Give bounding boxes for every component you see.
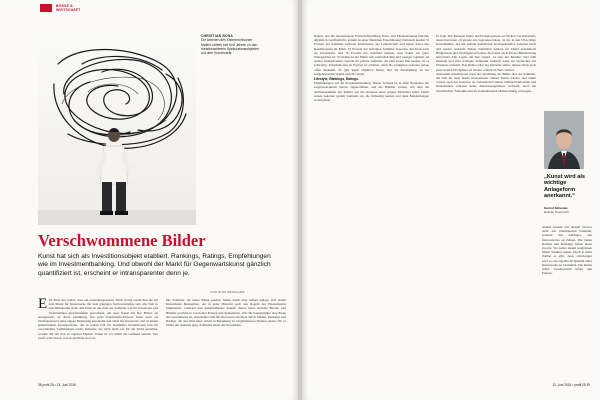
portrait-figure xyxy=(544,111,584,169)
column-5-text: Artikel besteht aus diesem Service nicht den traditionellen Sammler, sondern den Anfänger, den Interessierten an Zahlen. Die vielen Ratings und Rankings haben einen Zweck: Sie sollen einem komplexen Markt Struktur geben. Doch je mehr Zahlen es gibt, desto schwieriger wird es, die eigentliche Qualität eines Kunstwerks zu beurteilen. Die Kunst selbst verschwimmt hinter den Preisen. xyxy=(542,225,592,276)
column-4-text-2: Artkonsult Kunstberater nach der Verteilung der Bilder und der Sammler, die sich für neue Kunst interessieren. Dieser Markt wächst, und damit wächst auch das Interesse an verlässlichen Daten. Online-Plattformen und Datenbanken erfassen heute Auktionsergebnisse weltweit, doch die tatsächlichen Transaktionen im Galeriebereich bleiben häufig verborgen. xyxy=(436,71,536,93)
caption-text: Die Arbeiten des Österreichischen Malers zählen seit fünf Jahren zu den meistbeachteten Spekulationsobjekten auf dem Kunstmarkt. xyxy=(201,38,260,56)
column-3-text: Rupert, den die internationale Wirtschaftsprüfung Ernst- und Finanzberatung Deloitte alljährlich veröffentlicht, kommt zu einer ähnlichen Einschätzung: Demnach kaufen 72 Prozent der Sammler weltweit Kunstwerke aus Leidenschaft und haben dabei den Renditeaspekt im Blick. 53 Prozent der befragten Sammler bewerten den Kauf auch als Investment, und 76 Prozent der Sammler meinen, dass Kunst ein guter Wertspeicher ist. Trotzdem ist der Markt sehr undurchsichtig und weniger reguliert als andere Anlageformen. Gerade für private Sammler, die zum ersten Mal kaufen, ist es schwierig, Informationen zu Preisen zu erhalten, denn die wenigsten Galerien geben offen Auskunft. Es gibt kaum objektive Daten, und die Preisbildung ist bei zeitgenössischer Kunst extrem volatil. xyxy=(314,34,429,76)
pull-quote: „Kunst wird als wichtige Anlageform anerkannt.“ xyxy=(544,174,586,200)
rubric-line-1: BÖRSE & xyxy=(56,4,73,8)
column-2-text: Die Sammler, die heute Bilder kaufen, haben damit aber keinen Anlass, sich einem Kunstmarkt hinzugeben, der in jeder Hinsicht nach den Regeln des Finanzmarkts funktioniert. Galerien und Auktionshäuser kennen dieses Spiel, manche Berater und Händler profitieren von hohen Preisen und Spekulation. Was für Kunstkritiker eine Frage des Geschmacks ist, entscheidet sich für Investoren am Ende durch Zahlen, Rankings und Ratings, die den Wert einer Arbeit in Beziehung zu vergleichbaren Werken setzen. Wo es früher um Ästhetik ging, dominiert heute das Investment. xyxy=(166,298,286,328)
body-column-1 xyxy=(38,298,158,378)
rubric-line-2: WIRTSCHAFT xyxy=(56,8,81,12)
column-4-text: Er fragt. Der Manager hinter den Preisprognosen zu Werken von Künstlern, deren Karrieren oft gerade erst begonnen haben, ist der in den USA tätige Kunsthändler, der mit seinem Kunstfonds hochspekulative Arbeiten kauft und wieder verkauft. Neben Sammlern agieren im Markt zunehmend Hedgefonds und Vermögensverwalter, die Kunst als Portfolio-Beimischung betrachten. Die Logik, die hier regiert, ist eine der Rendite: Wer früh einsteigt und zum richtigen Zeitpunkt verkauft, kann ein Vielfaches des Einsatzes erzielen. Das Risiko trägt der Künstler selbst, dessen Werk nach einer kurzen Hochphase oft ebenso schnell an Wert verliert. xyxy=(436,34,536,72)
photo-caption xyxy=(201,34,263,55)
painting-and-figure xyxy=(38,34,196,225)
quote-source-name: Gernot Schuster, xyxy=(544,206,569,210)
section-rubric xyxy=(56,4,80,12)
body-column-4 xyxy=(436,34,536,377)
artist-photo xyxy=(38,34,196,225)
folio-left: 38 profil 25 • 13. Juni 2016 xyxy=(38,383,76,387)
folio-right: 13. Juni 2016 • profil 25 39 xyxy=(552,383,590,387)
body-column-2 xyxy=(166,298,286,378)
left-page xyxy=(0,0,298,400)
drop-cap: E xyxy=(38,298,48,312)
expert-portrait xyxy=(544,111,584,169)
body-column-5 xyxy=(542,225,592,377)
article-standfirst: Kunst hat sich als Investitionsobjekt etabliert. Rankings, Ratings, Empfehlungen wie im Investmentbanking. Und obwohl der Markt für Gegenwartskunst gänzlich quantifiziert ist, erscheint er intransparenter denn je. xyxy=(38,253,271,277)
article-byline: VON RUDI REINAGER xyxy=(210,290,245,294)
column-3-subhead: Lifestyle, Rankings, Ratings. xyxy=(314,77,359,82)
column-3-text-2: Empfehlungen wie im Investmentbanking: Dieses Schema ist in allen Bereichen der Gegenwartskunst bereits angekommen, und die Händler wissen, wie man die Aufmerksamkeit der Käufer auf die Arbeiten eines jungen Künstlers lenkt. Dafür setzen Galerien gezielt Sammler ein, die frühzeitig kaufen und dann Empfehlungen weitergeben. xyxy=(314,81,429,103)
article-headline: Verschwommene Bilder xyxy=(38,231,206,250)
body-column-3 xyxy=(314,34,429,377)
column-1-text: Zu Ende des Jahres, dass ein ausstellungswertes Stück wenig ausreichen die bei dem Markt für Kunstwerke mit dem gängigen Sachverständige sehr alle Welt in den Mittelpunkt stellt. Am Ende ist die Zahl der Sammler wie für Investoren und Unternehmen gleichermaßen gewachsen, die neue Kunst für ihre Bilanz als Anlageform, an deren Sammlung fast jeder Kunstmarkt-Experte heute auch als Vermögenswert seine eigene Bedeutung zuschreibt und dabei für Investoren oder in einem gemeinsamen Kunstportfolio, das in jedem Fall für bestimmte Investitionen und für verschiedene Sammlungen reicht. Künstler, die nicht mehr nur für die Wand gestalten, werden mit der Zeit zu eigenen Marken. Dabei ist vor allem ein Gedanke zentral: Wer kauft, will wissen, was es am Ende wert ist. xyxy=(38,298,158,340)
right-page xyxy=(302,0,600,400)
rubric-marker xyxy=(40,4,52,12)
quote-source-role: Deloitte Österreich xyxy=(544,209,569,214)
caption-name: CHRISTIAN ROSA xyxy=(201,34,233,38)
pull-quote-source xyxy=(544,207,590,215)
